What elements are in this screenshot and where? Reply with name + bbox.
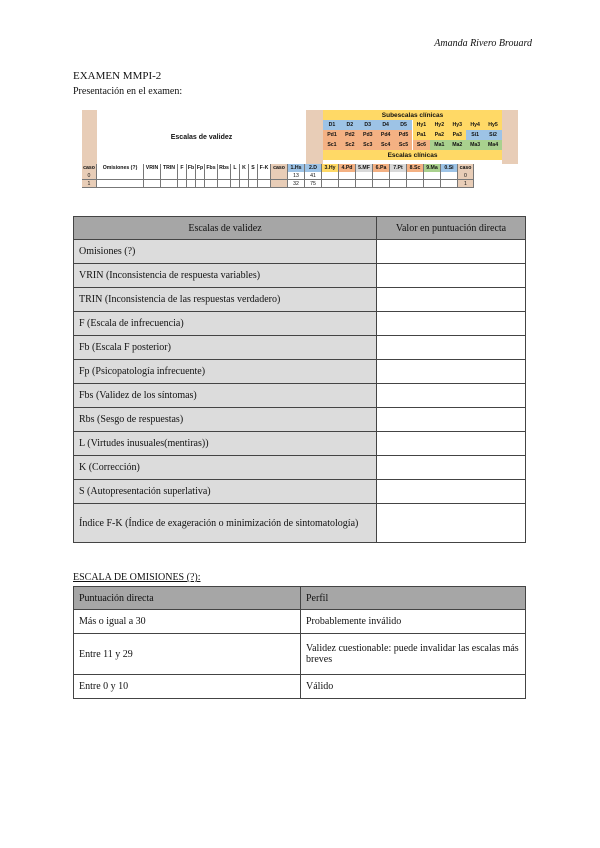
table-row (74, 432, 526, 456)
subscale-label: Sc1 (323, 140, 341, 150)
excel-cell: 0 (82, 172, 97, 180)
validity-scales-heading: Escalas de validez (170, 133, 233, 141)
scale-label: Omisiones (?) (74, 240, 377, 264)
excel-cell (161, 180, 178, 188)
subscale-label: Ma4 (484, 140, 502, 150)
subscale-label: Si1 (466, 130, 484, 140)
excel-cell (218, 172, 231, 180)
table-row (74, 634, 526, 675)
excel-header-cell: 3.Hy (322, 164, 339, 172)
excel-header-cell: F (178, 164, 187, 172)
excel-cell (258, 172, 271, 180)
scale-label: Fb (Escala F posterior) (74, 336, 377, 360)
table-row (74, 288, 526, 312)
scale-label: S (Autopresentación superlativa) (74, 480, 377, 504)
score-cell[interactable] (377, 360, 526, 384)
excel-cell (258, 180, 271, 188)
excel-cell (161, 172, 178, 180)
excel-header-cell: Rbs (218, 164, 231, 172)
excel-cell (271, 172, 288, 180)
table-row (74, 610, 526, 634)
table-row (74, 240, 526, 264)
excel-cell (178, 180, 187, 188)
subscale-label: Hy5 (484, 120, 502, 130)
excel-cell (407, 172, 424, 180)
table-row (74, 480, 526, 504)
excel-cell (196, 172, 205, 180)
subscale-label: Pa3 (448, 130, 466, 140)
subscale-label: Ma2 (448, 140, 466, 150)
table-row (74, 312, 526, 336)
score-cell[interactable] (377, 312, 526, 336)
excel-header-cell: caso (271, 164, 288, 172)
profile-text: Probablemente inválido (301, 610, 526, 634)
excel-cell (249, 172, 258, 180)
excel-header-cell: S (249, 164, 258, 172)
subscale-label: Pa2 (430, 130, 448, 140)
excel-header-cell: 6.Pa (373, 164, 390, 172)
score-cell[interactable] (377, 504, 526, 543)
excel-cell (249, 180, 258, 188)
omissions-heading: ESCALA DE OMISIONES (?): (73, 572, 201, 583)
document-subtitle: Presentación en el examen: (73, 86, 183, 97)
subscale-label: D3 (359, 120, 377, 130)
excel-cell (373, 180, 390, 188)
excel-cell (240, 172, 249, 180)
excel-cell (322, 180, 339, 188)
subscale-label: Pd5 (395, 130, 413, 140)
excel-cell (441, 172, 458, 180)
excel-header-cell: L (231, 164, 240, 172)
score-cell[interactable] (377, 480, 526, 504)
subscale-label: Pa1 (413, 130, 431, 140)
excel-header-cell: F-K (258, 164, 271, 172)
score-range: Entre 11 y 29 (74, 634, 301, 675)
table-row (74, 336, 526, 360)
score-range: Más o igual a 30 (74, 610, 301, 634)
excel-cell (390, 172, 407, 180)
excel-cell (187, 180, 196, 188)
excel-cell (390, 180, 407, 188)
subscale-label: Sc3 (359, 140, 377, 150)
excel-cell (356, 172, 373, 180)
excel-header-cell: Fb (187, 165, 195, 171)
excel-cell: 32 (288, 180, 305, 188)
excel-cell (231, 180, 240, 188)
score-cell[interactable] (377, 264, 526, 288)
subscale-label: Sc2 (341, 140, 359, 150)
raw-score-col-header: Valor en puntuación directa (377, 217, 526, 240)
excel-header-cell: TRIN (161, 164, 178, 172)
excel-cell (97, 180, 144, 188)
score-cell[interactable] (377, 456, 526, 480)
validity-scales-table (73, 216, 526, 543)
excel-cell: 0 (458, 172, 474, 180)
excel-cell (144, 180, 161, 188)
excel-header-cell: 5.MF (356, 164, 373, 172)
subscale-label: Si2 (484, 130, 502, 140)
excel-cell (231, 172, 240, 180)
excel-cell: 75 (305, 180, 322, 188)
excel-header-cell: K (240, 164, 249, 172)
excel-header-cell: caso (82, 164, 97, 172)
excel-header-cell: Fp (196, 165, 204, 171)
subscale-label: Hy1 (413, 120, 431, 130)
excel-header-cell: VRIN (144, 164, 161, 172)
excel-cell (144, 172, 161, 180)
excel-cell (424, 180, 441, 188)
excel-header-cell: 4.Pd (339, 164, 356, 172)
excel-cell (356, 180, 373, 188)
clinical-scales-heading: Escalas clínicas (323, 150, 502, 160)
excel-cell (271, 180, 288, 188)
subscale-label: Hy3 (448, 120, 466, 130)
excel-cell (424, 172, 441, 180)
omissions-table (73, 586, 526, 699)
subscale-label: Ma3 (466, 140, 484, 150)
excel-cell (187, 172, 196, 180)
excel-cell: 1 (458, 180, 474, 188)
subscale-label: D2 (341, 120, 359, 130)
excel-header-cell: 0.Si (441, 164, 458, 172)
profile-text: Validez cuestionable: puede invalidar las escalas más breves (301, 634, 526, 675)
profile-header: Perfil (301, 587, 526, 610)
document-title: EXAMEN MMPI-2 (73, 70, 162, 82)
excel-cell (407, 180, 424, 188)
table-row (74, 384, 526, 408)
subscale-label: Pd2 (341, 130, 359, 140)
scale-label: F (Escala de infrecuencia) (74, 312, 377, 336)
excel-header-cell: 7.Pt (390, 164, 407, 172)
table-row (74, 360, 526, 384)
excel-header-cell: Omisiones (?) (97, 164, 144, 172)
scale-label: K (Corrección) (74, 456, 377, 480)
excel-cell: 13 (288, 172, 305, 180)
excel-cell (178, 172, 187, 180)
subscales-heading: Subescalas clínicas (323, 110, 502, 120)
excel-cell (97, 172, 144, 180)
scale-label: Fp (Psicopatología infrecuente) (74, 360, 377, 384)
score-range: Entre 0 y 10 (74, 675, 301, 699)
table-row (74, 456, 526, 480)
excel-cell (205, 180, 218, 188)
scale-label: VRIN (Inconsistencia de respuesta variables) (74, 264, 377, 288)
validity-col-header: Escalas de validez (74, 217, 377, 240)
score-cell[interactable] (377, 336, 526, 360)
subscale-label: Sc4 (377, 140, 395, 150)
caso-column-fill-end (502, 110, 518, 164)
profile-text: Válido (301, 675, 526, 699)
author-name: Amanda Rivero Brouard (434, 38, 532, 49)
raw-score-header: Puntuación directa (74, 587, 301, 610)
excel-cell (218, 180, 231, 188)
subscale-label: Sc5 (395, 140, 413, 150)
subscale-label: Pd3 (359, 130, 377, 140)
excel-cell (196, 180, 205, 188)
scale-label: Índice F-K (Índice de exageración o minimización de sintomatología) (74, 504, 377, 543)
scale-label: Fbs (Validez de los síntomas) (74, 384, 377, 408)
excel-header-cell: 8.Sc (407, 164, 424, 172)
caso-column-fill (82, 110, 97, 164)
excel-header-cell: 1.Hs (288, 164, 305, 172)
excel-cell (441, 180, 458, 188)
scale-label: TRIN (Inconsistencia de las respuestas verdadero) (74, 288, 377, 312)
scale-label: Rbs (Sesgo de respuestas) (74, 408, 377, 432)
excel-header-cell: 2.D (305, 164, 322, 172)
score-cell[interactable] (377, 288, 526, 312)
score-cell[interactable] (377, 408, 526, 432)
scale-label: L (Virtudes inusuales(mentiras)) (74, 432, 377, 456)
excel-cell (240, 180, 249, 188)
score-cell[interactable] (377, 432, 526, 456)
subscale-label: Hy4 (466, 120, 484, 130)
excel-scores-sheet (82, 110, 518, 191)
excel-cell (205, 172, 218, 180)
table-row (74, 675, 526, 699)
subscale-label: Pd1 (323, 130, 341, 140)
excel-cell (339, 172, 356, 180)
table-row (74, 408, 526, 432)
table-row (74, 504, 526, 543)
excel-header-cell: caso (458, 164, 474, 172)
subscale-label: Sc6 (413, 140, 431, 150)
excel-cell: 1 (82, 180, 97, 188)
excel-cell (322, 172, 339, 180)
excel-cell: 41 (305, 172, 322, 180)
excel-cell (373, 172, 390, 180)
score-cell[interactable] (377, 240, 526, 264)
excel-header-cell: 9.Ma (424, 164, 441, 172)
table-row (74, 264, 526, 288)
caso-column-fill-mid (306, 110, 323, 164)
subscale-label: Pd4 (377, 130, 395, 140)
subscale-label: Ma1 (430, 140, 448, 150)
excel-cell (339, 180, 356, 188)
subscale-label: Hy2 (430, 120, 448, 130)
subscale-label: D5 (395, 120, 413, 130)
score-cell[interactable] (377, 384, 526, 408)
subscale-label: D4 (377, 120, 395, 130)
subscale-label: D1 (323, 120, 341, 130)
excel-header-cell: Fbs (205, 164, 218, 172)
